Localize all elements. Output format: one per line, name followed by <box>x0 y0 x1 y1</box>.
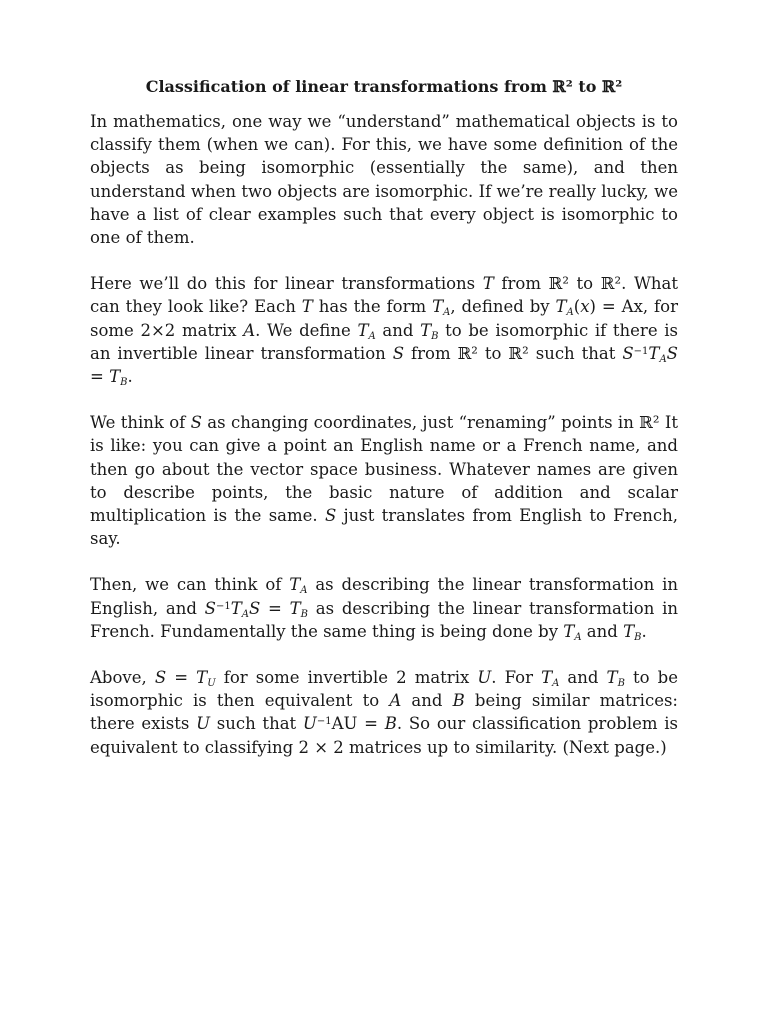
paragraph-4: Then, we can think of $T_A$ as describing the linear transformation in English, and $S^{-1}T_AS = T_B$ as describing the linear transformation in French. Fundamentally the same thing is being done by $T_A$ and $T_B$. <box>90 575 678 643</box>
paragraph-5: Above, $S = T_U$ for some invertible 2 matrix U. For $T_A$ and $T_B$ to be isomorphic is then equivalent to A and B being similar matrices: there exists U such that $U^{-1}AU = B$. So our classification problem is equivalent to classifying 2 × 2 matrices up to similarity. (Next page.) <box>90 668 678 757</box>
paragraph-2: Here we’ll do this for linear transformations T from ℝ² to ℝ². What can they look like? Each T has the form $T_A$, defined by $T_A(x) = Ax$, for some 2×2 matrix A. We define $T_A$ and $T_B$ to be isomorphic if there is an invertible linear transformation S from ℝ² to ℝ² such that $S^{-1}T_AS = T_B$. <box>90 274 678 389</box>
document-page <box>90 74 678 782</box>
paragraph-3: We think of S as changing coordinates, just “renaming” points in ℝ² It is like: you can give a point an English name or a French name, and then go about the vector space business. Whatever names are given to describe points, the basic nature of addition and scalar multiplication is the same. S just translates from English to French, say. <box>90 413 678 549</box>
document-title: Classification of linear transformations from ℝ² to ℝ² <box>145 77 623 96</box>
paragraph-1: In mathematics, one way we “understand” mathematical objects is to classify them (when we can). For this, we have some definition of the objects as being isomorphic (essentially the same), and then understand when two objects are isomorphic. If we’re really lucky, we have a list of clear examples such that every object is isomorphic to one of them. <box>90 112 678 248</box>
